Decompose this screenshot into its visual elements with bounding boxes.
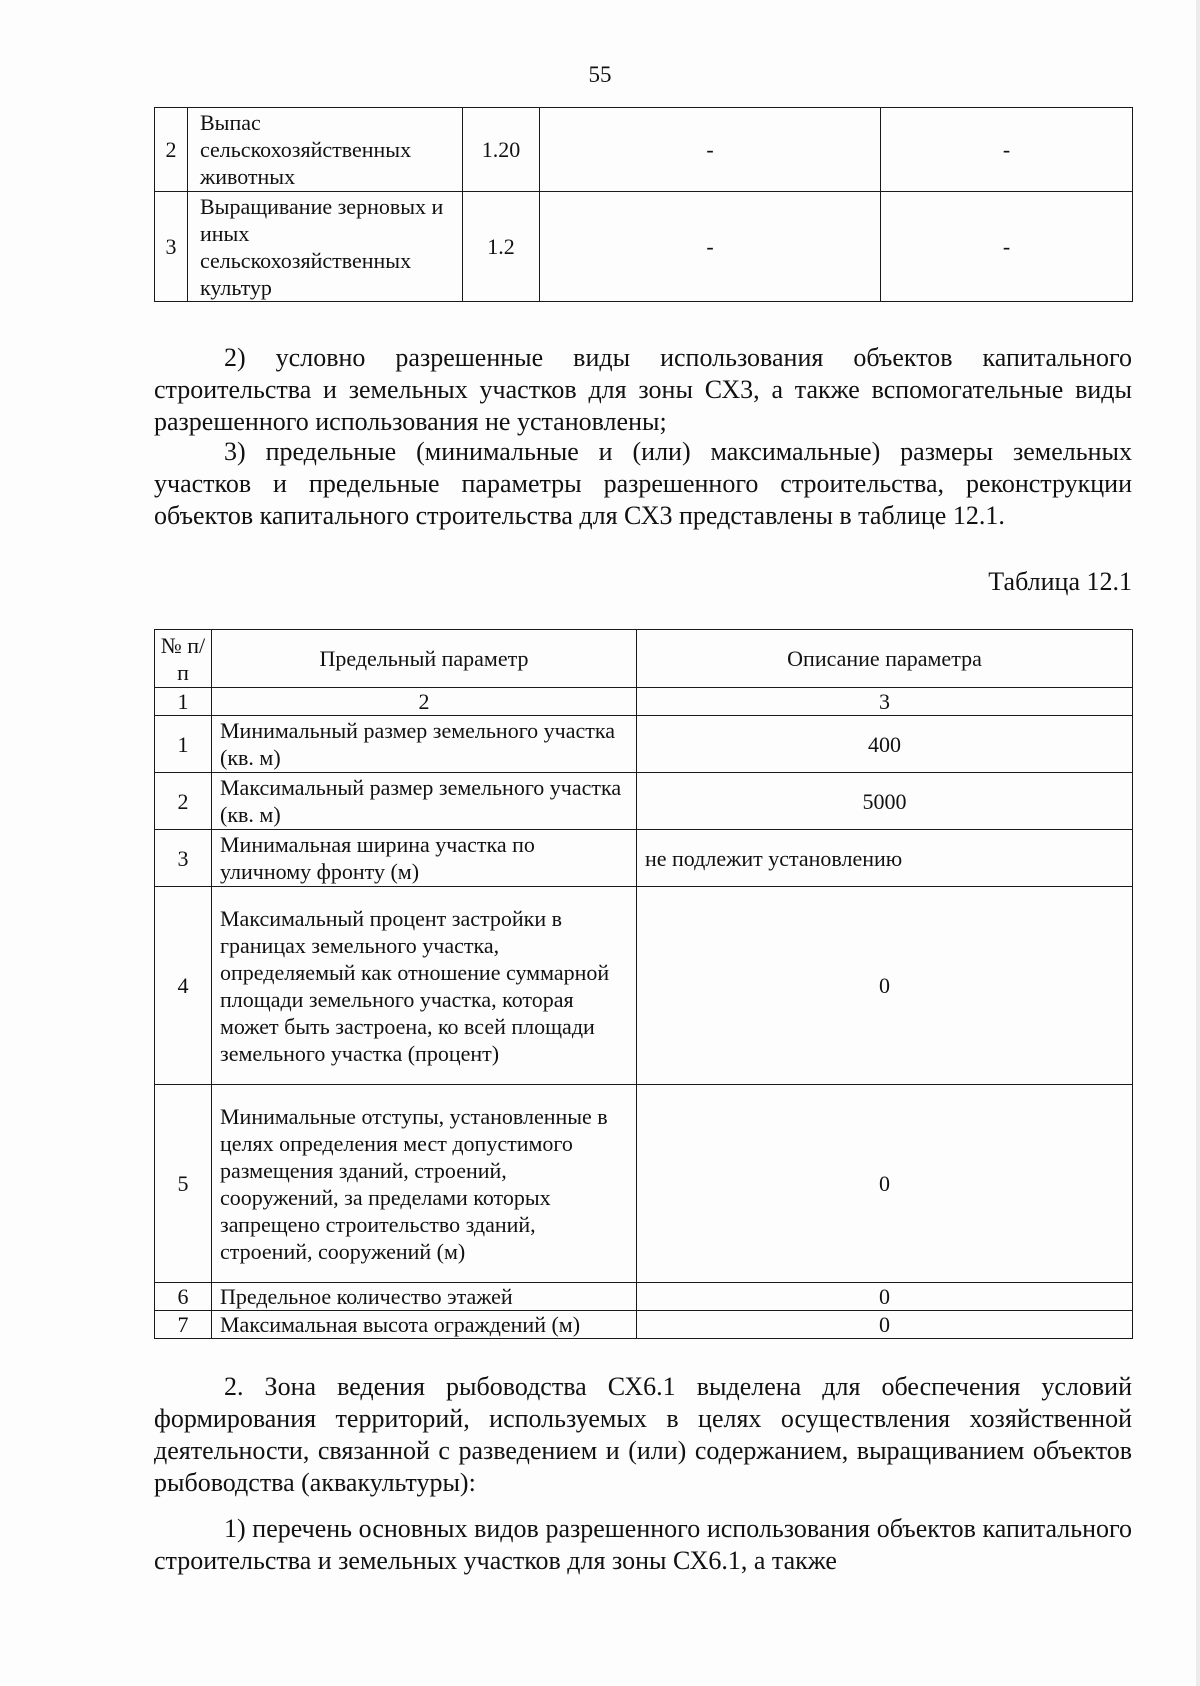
- paragraph-main-uses: 1) перечень основных видов разрешенного использования объектов капитального строительства и земельных участков для зоны СХ6.1, а также: [154, 1514, 1132, 1575]
- table-header-row: [155, 630, 1133, 688]
- header-num: № п/п: [155, 630, 212, 688]
- column-index-row: [155, 688, 1133, 716]
- parameter-name: Предельное количество этажей: [212, 1283, 637, 1311]
- use-type-code: 1.2: [463, 192, 540, 302]
- parameter-value: 0: [637, 887, 1133, 1085]
- cell-dash: -: [881, 108, 1133, 192]
- row-number: 2: [155, 108, 188, 192]
- land-use-table-continued: [154, 107, 1133, 302]
- parameter-value: 0: [637, 1311, 1133, 1339]
- row-number: 3: [155, 192, 188, 302]
- parameter-value: не подлежит установлению: [637, 830, 1133, 887]
- parameter-value: 0: [637, 1283, 1133, 1311]
- column-index: 1: [155, 688, 212, 716]
- table-row: [155, 192, 1133, 302]
- row-number: 4: [155, 887, 212, 1085]
- parameter-value: 400: [637, 716, 1133, 773]
- use-type-name: Выращивание зерновых и иных сельскохозяйственных культур: [188, 192, 463, 302]
- parameter-name: Максимальная высота ограждений (м): [212, 1311, 637, 1339]
- table-row: [155, 1085, 1133, 1283]
- column-index: 2: [212, 688, 637, 716]
- parameter-value: 0: [637, 1085, 1133, 1283]
- table-row: [155, 1283, 1133, 1311]
- parameter-name: Максимальный размер земельного участка (кв. м): [212, 773, 637, 830]
- use-type-name: Выпас сельскохозяйственных животных: [188, 108, 463, 192]
- use-type-code: 1.20: [463, 108, 540, 192]
- header-param: Предельный параметр: [212, 630, 637, 688]
- scan-edge: [1196, 0, 1200, 1686]
- row-number: 7: [155, 1311, 212, 1339]
- parameter-name: Минимальный размер земельного участка (кв. м): [212, 716, 637, 773]
- table-row: [155, 887, 1133, 1085]
- row-number: 1: [155, 716, 212, 773]
- table-caption: Таблица 12.1: [988, 567, 1132, 596]
- paragraph-conditional-uses: 2) условно разрешенные виды использования объектов капитального строительства и земельных участков для зоны СХ3, а также вспомогательные виды разрешенного использования не установлены;: [154, 343, 1132, 436]
- row-number: 5: [155, 1085, 212, 1283]
- table-row: [155, 716, 1133, 773]
- parameter-name: Минимальная ширина участка по уличному фронту (м): [212, 830, 637, 887]
- row-number: 6: [155, 1283, 212, 1311]
- table-row: [155, 1311, 1133, 1339]
- column-index: 3: [637, 688, 1133, 716]
- parameter-value: 5000: [637, 773, 1133, 830]
- paragraph-fish-farming-zone: 2. Зона ведения рыбоводства СХ6.1 выделена для обеспечения условий формирования территорий, используемых в целях осуществления хозяйственной деятельности, связанной с разведением и (или) содержанием, выращиванием объектов рыбоводства (аквакультуры):: [154, 1372, 1132, 1497]
- page-number: 55: [588, 62, 612, 87]
- header-desc: Описание параметра: [637, 630, 1133, 688]
- table-row: [155, 108, 1133, 192]
- row-number: 2: [155, 773, 212, 830]
- cell-dash: -: [540, 192, 881, 302]
- paragraph-limit-parameters: 3) предельные (минимальные и (или) максимальные) размеры земельных участков и предельные параметры разрешенного строительства, реконструкции объектов капитального строительства для СХ3 представлены в таблице 12.1.: [154, 437, 1132, 530]
- parameter-name: Минимальные отступы, установленные в целях определения мест допустимого размещения зданий, строений, сооружений, за пределами которых запрещено строительство зданий, строений, сооружений (м): [212, 1085, 637, 1283]
- cell-dash: -: [540, 108, 881, 192]
- row-number: 3: [155, 830, 212, 887]
- table-row: [155, 830, 1133, 887]
- limit-parameters-table: [154, 629, 1133, 1339]
- cell-dash: -: [881, 192, 1133, 302]
- table-row: [155, 773, 1133, 830]
- parameter-name: Максимальный процент застройки в границах земельного участка, определяемый как отношение суммарной площади земельного участка, которая может быть застроена, ко всей площади земельного участка (процент): [212, 887, 637, 1085]
